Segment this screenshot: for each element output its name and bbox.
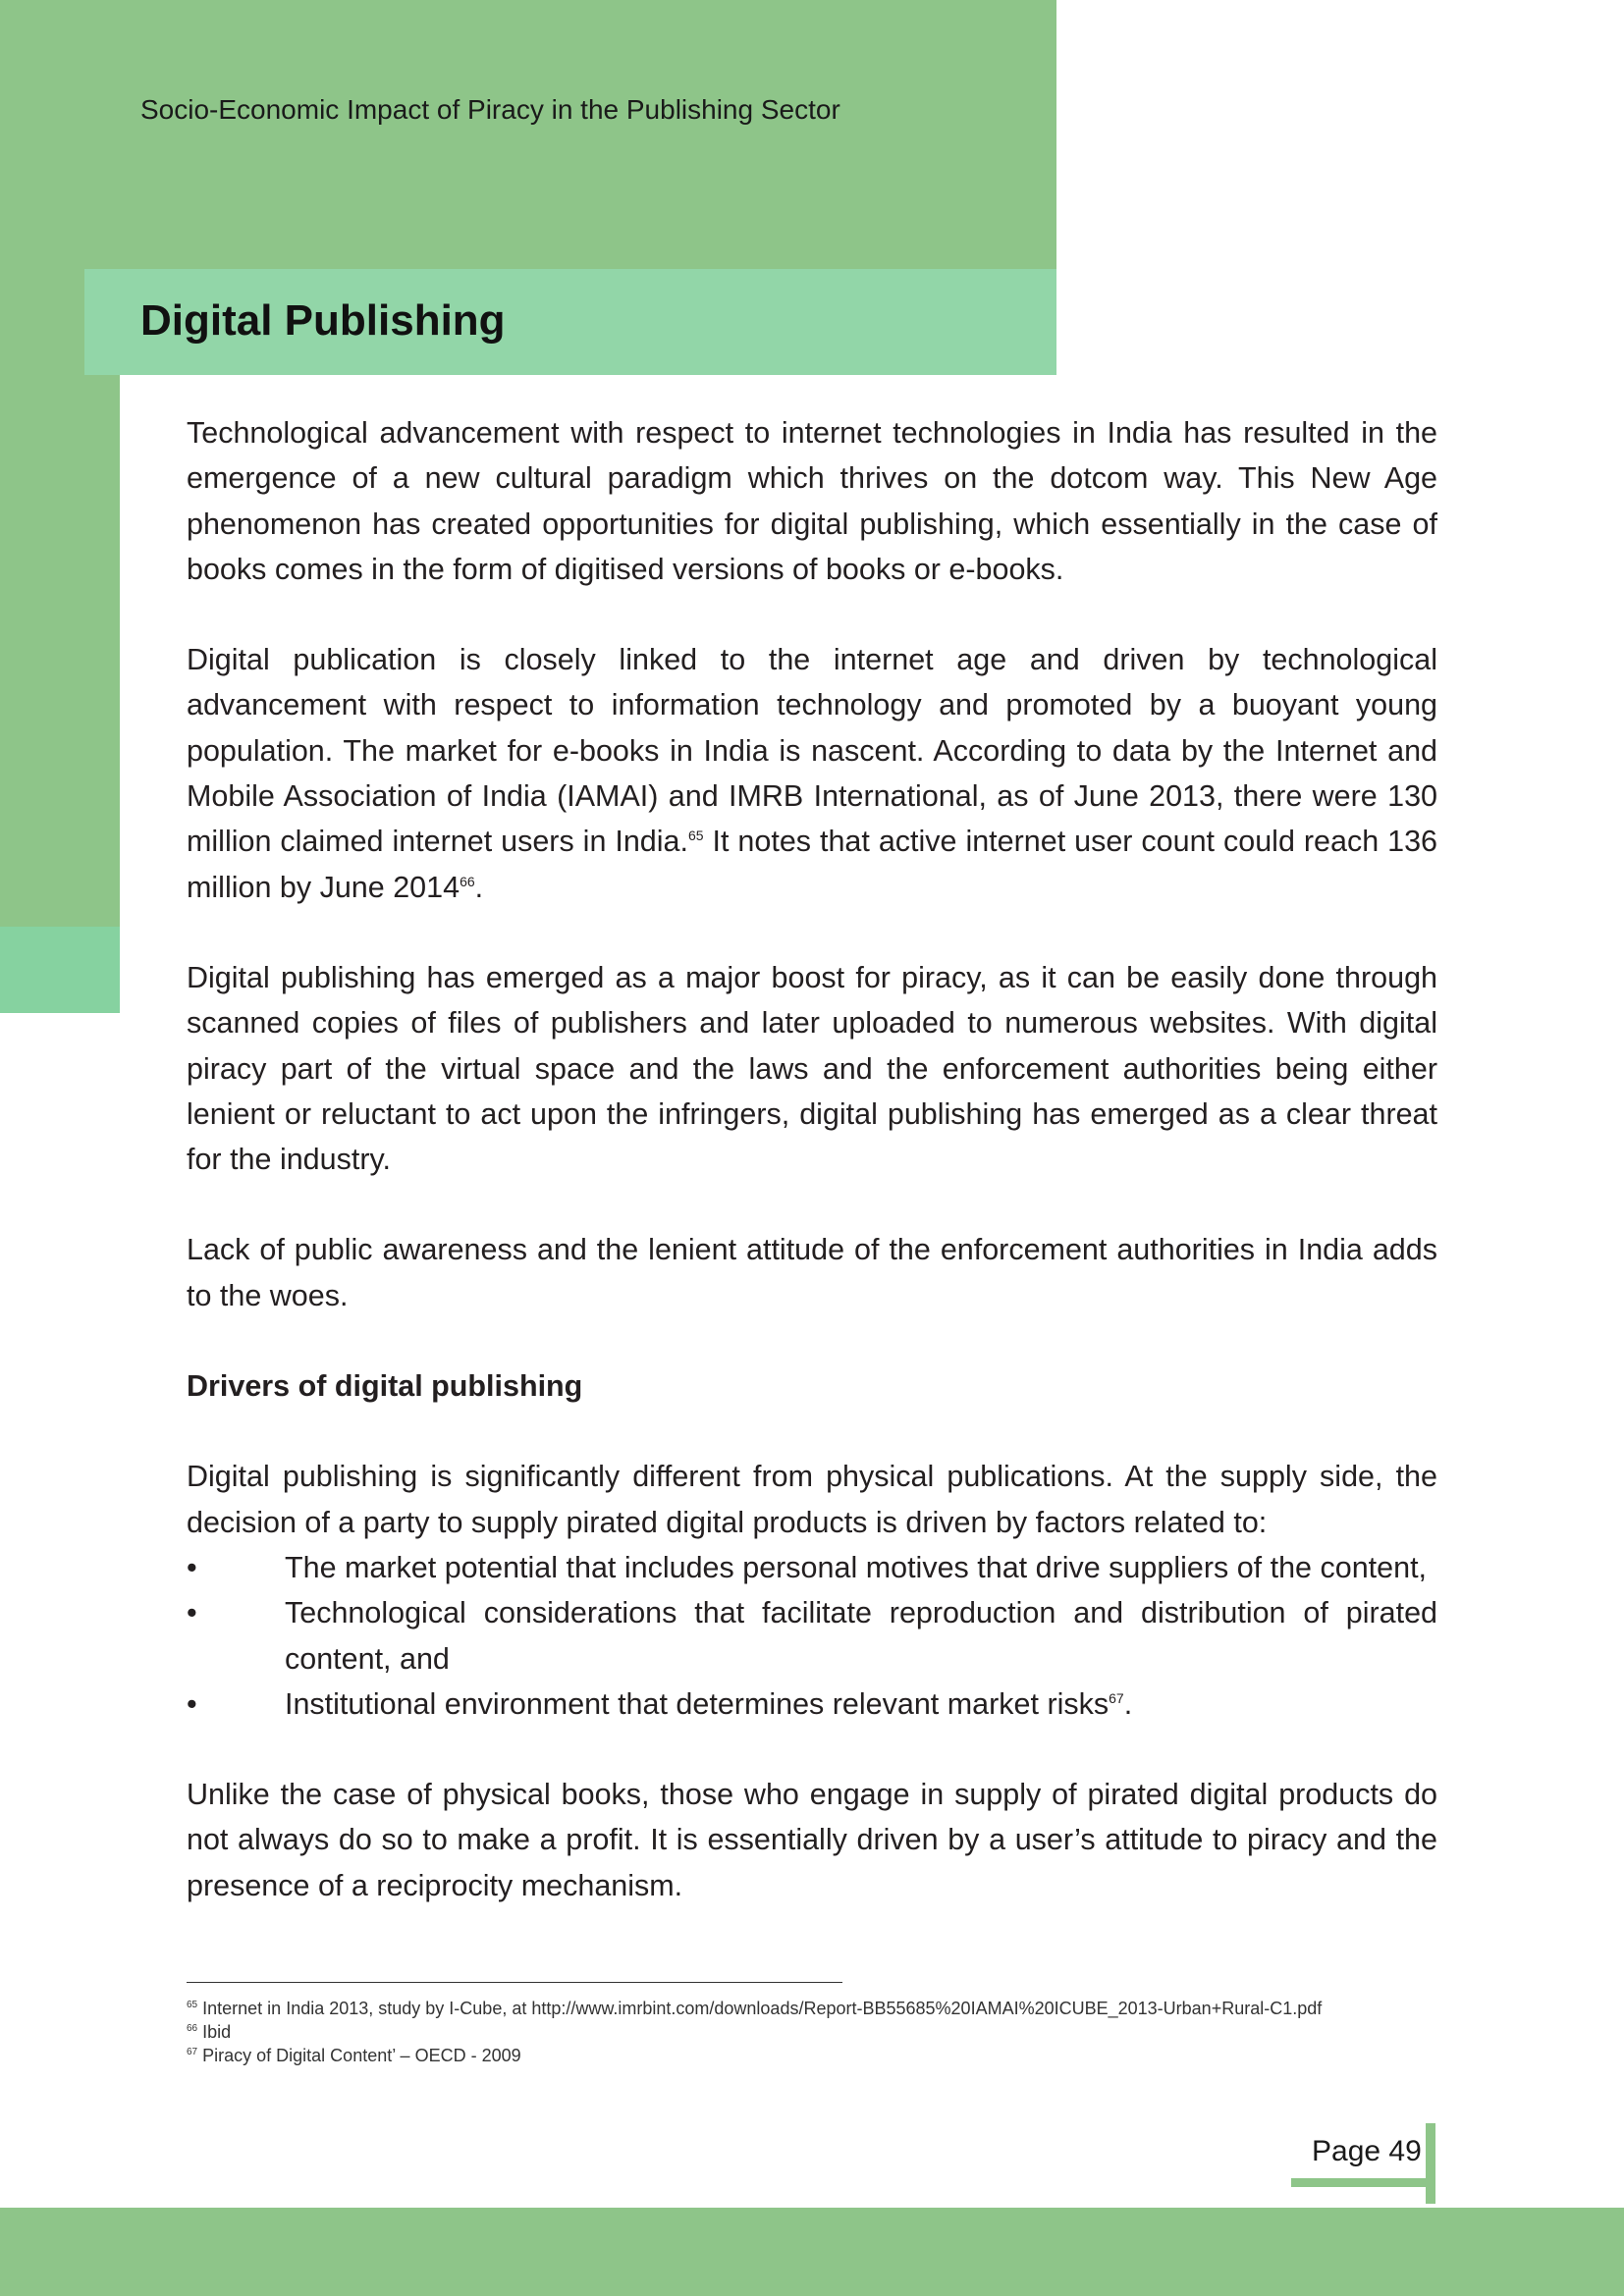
list-item: [187, 1590, 1437, 1682]
paragraph-6: Unlike the case of physical books, those who engage in supply of pirated digital products do not always do so to make a profit. It is essentially driven by a user’s attitude to piracy and the presence of a reciprocity mechanism.: [187, 1778, 1437, 1902]
bullet-icon: •: [187, 1550, 197, 1584]
footer-band: [0, 2208, 1624, 2296]
running-header: Socio-Economic Impact of Piracy in the Publishing Sector: [140, 94, 840, 125]
list-item-end: .: [1123, 1686, 1133, 1721]
section-title: Digital Publishing: [140, 296, 506, 345]
footnote-divider: [187, 1982, 842, 1983]
footnote-ref-65: 65: [687, 828, 704, 844]
paragraph-2: [187, 637, 1437, 910]
left-margin-accent: [0, 927, 120, 1013]
list-item: [187, 1545, 1437, 1590]
footnote-text: Ibid: [202, 2022, 232, 2042]
footnote-ref-67: 67: [1109, 1689, 1124, 1706]
footnote-text: Piracy of Digital Content’ – OECD - 2009: [202, 2046, 521, 2065]
footnote-67: [187, 2044, 1322, 2067]
footnote-number: 67: [187, 2047, 198, 2057]
list-item: [187, 1682, 1437, 1727]
list-item-text: The market potential that includes personal motives that drive suppliers of the content,: [285, 1550, 1428, 1584]
page-number: Page 49: [1312, 2135, 1422, 2167]
footnote-65: [187, 1997, 1322, 2020]
paragraph-2-text-a: Digital publication is closely linked to the internet age and driven by technological advancement with respect to information technology and promoted by a buoyant young population. The market for e-books in India is nascent. According to data by the Internet and Mobile Association of India (IAMAI) and IMRB International, as of June 2013, there were 130 million claimed internet users in India.: [187, 643, 1437, 859]
footnotes: [187, 1997, 1322, 2067]
subheading-drivers: Drivers of digital publishing: [187, 1369, 583, 1404]
paragraph-1: Technological advancement with respect to internet technologies in India has resulted in the emergence of a new cultural paradigm which thrives on the dotcom way. This New Age phenomenon has created opportunities for digital publishing, which essentially in the case of books comes in the form of digitised versions of books or e-books.: [187, 416, 1437, 586]
bullet-icon: •: [187, 1686, 197, 1721]
bullet-icon: •: [187, 1596, 197, 1630]
page-number-bracket-horizontal: [1291, 2178, 1435, 2187]
list-item-text: Technological considerations that facilitate reproduction and distribution of pirated content, and: [285, 1596, 1437, 1676]
header-band: [0, 0, 1056, 269]
footnote-66: [187, 2020, 1322, 2044]
paragraph-5: Digital publishing is significantly different from physical publications. At the supply side, the decision of a party to supply pirated digital products is driven by factors related to:: [187, 1460, 1437, 1539]
page-number-bracket-vertical: [1426, 2123, 1435, 2204]
footnote-ref-66: 66: [460, 873, 475, 889]
footnote-text: Internet in India 2013, study by I-Cube, at http://www.imrbint.com/downloads/Report-BB55685%20IAMAI%20ICUBE_2013-Urban+Rural-C1.pdf: [202, 1999, 1323, 2018]
drivers-list: [187, 1545, 1437, 1727]
list-item-text: Institutional environment that determines relevant market risks: [285, 1686, 1110, 1721]
paragraph-2-text-b: It notes that active internet user count could reach 136 million by June 2014: [187, 825, 1437, 904]
main-body: [187, 410, 1437, 1953]
footnote-number: 66: [187, 2023, 198, 2034]
paragraph-2-text-c: .: [474, 870, 484, 904]
paragraph-3: Digital publishing has emerged as a major boost for piracy, as it can be easily done through scanned copies of files of publishers and later uploaded to numerous websites. With digital piracy part of the virtual space and the laws and the enforcement authorities being either lenient or reluctant to act upon the infringers, digital publishing has emerged as a clear threat for the industry.: [187, 960, 1437, 1177]
paragraph-4: Lack of public awareness and the lenient attitude of the enforcement authorities in India adds to the woes.: [187, 1233, 1437, 1312]
footnote-number: 65: [187, 2000, 198, 2010]
